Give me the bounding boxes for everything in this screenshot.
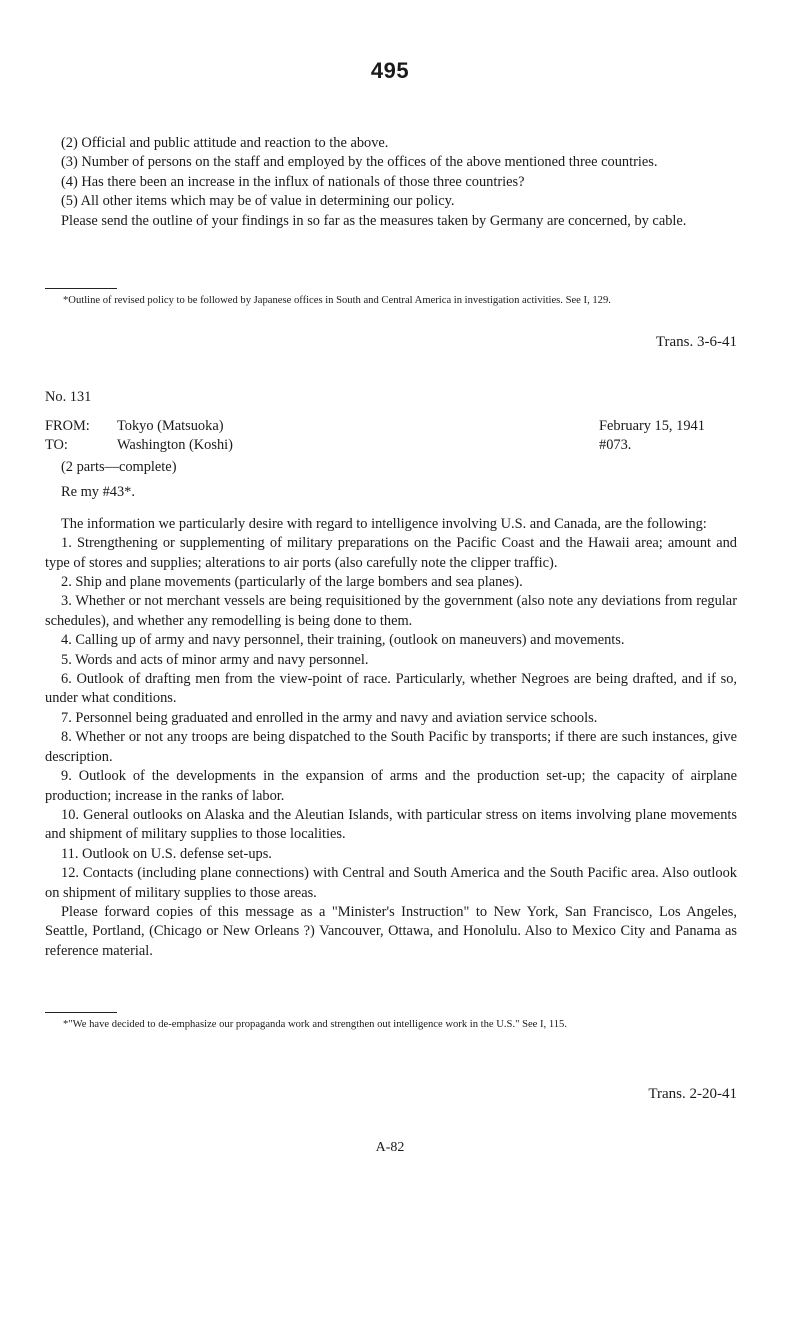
from-row <box>45 417 737 436</box>
msg-item-3: 3. Whether or not merchant vessels are being requisitioned by the government (also note any deviations from regular schedules), and whether any remodelling is being done to them. <box>45 593 737 629</box>
trans-date-2: Trans. 2-20-41 <box>648 1086 737 1102</box>
msg-item-1: 1. Strengthening or supplementing of military preparations on the Pacific Coast and the Hawaii area; amount and type of stores and supplies; alterations to air ports (also carefully note the clipper traffic). <box>45 535 737 571</box>
footnote-rule <box>45 288 117 289</box>
footnote-rule <box>45 1012 117 1013</box>
msg-item-11: 11. Outlook on U.S. defense set-ups. <box>61 845 272 862</box>
msg-item-12: 12. Contacts (including plane connections) with Central and South America and the South Pacific area. Also outlook on shipment of military supplies to those areas. <box>45 865 737 901</box>
message-serial: #073. <box>599 437 632 453</box>
msg-item-7: 7. Personnel being graduated and enrolled in the army and navy and aviation service schools. <box>61 709 598 726</box>
footnote-1-block <box>45 288 737 308</box>
message-131 <box>45 388 737 961</box>
msg-item-9: 9. Outlook of the developments in the expansion of arms and the production set-up; the capacity of airplane production; increase in the ranks of labor. <box>45 768 737 804</box>
footnote-1: *Outline of revised policy to be followed by Japanese offices in South and Central America in investigation activities. See I, 129. <box>63 295 611 306</box>
from-label: FROM: <box>45 418 90 434</box>
reference-line: Re my #43*. <box>61 484 135 501</box>
msg-item-2: 2. Ship and plane movements (particularly of the large bombers and sea planes). <box>61 574 523 591</box>
message-number-row <box>45 388 737 407</box>
msg-item-10: 10. General outlooks on Alaska and the Aleutian Islands, with particular stress on items involving plane movements and shipment of military supplies to those localities. <box>45 806 737 843</box>
item-2: (2) Official and public attitude and reaction to the above. <box>61 135 389 151</box>
page-number: 495 <box>370 58 410 83</box>
msg-item-5: 5. Words and acts of minor army and navy personnel. <box>61 651 369 668</box>
item-4: (4) Has there been an increase in the influx of nationals of those three countries? <box>61 173 525 190</box>
from-value: Tokyo (Matsuoka) <box>117 418 224 434</box>
forwarding-instruction: Please forward copies of this message as a "Minister's Instruction" to New York, San Francisco, Los Angeles, Seattle, Portland, (Chicago or New Orleans ?) Vancouver, Ottawa, and Honolulu. Also to Mexico City and Panama as reference material. <box>45 903 737 959</box>
to-value: Washington (Koshi) <box>117 437 233 453</box>
msg-item-4: 4. Calling up of army and navy personnel, their training, (outlook on maneuvers) and movements. <box>61 632 625 649</box>
msg-item-6: 6. Outlook of drafting men from the view-point of race. Particularly, whether Negroes are being drafted, and if so, under what conditions. <box>45 671 737 707</box>
item-5: (5) All other items which may be of value in determining our policy. <box>61 193 455 210</box>
to-row <box>45 436 737 455</box>
message-intro: The information we particularly desire with regard to intelligence involving U.S. and Canada, are the following: <box>61 515 707 532</box>
message-body <box>45 515 737 961</box>
closing-instruction: Please send the outline of your findings in so far as the measures taken by Germany are concerned, by cable. <box>61 212 687 229</box>
section-1 <box>45 134 737 231</box>
to-label: TO: <box>45 437 68 453</box>
parts-note: (2 parts—complete) <box>61 459 177 475</box>
message-number: No. 131 <box>45 389 92 405</box>
footnote-2-block <box>45 1012 737 1032</box>
message-date: February 15, 1941 <box>599 418 705 434</box>
trans-date-1: Trans. 3-6-41 <box>655 334 737 350</box>
item-3: (3) Number of persons on the staff and employed by the offices of the above mentioned three countries. <box>61 154 658 171</box>
footer-page-id: A-82 <box>375 1140 405 1155</box>
msg-item-8: 8. Whether or not any troops are being dispatched to the South Pacific by transports; if there are such instances, give description. <box>45 729 737 765</box>
footnote-2: *"We have decided to de-emphasize our propaganda work and strengthen out intelligence work in the U.S." See I, 115. <box>63 1019 567 1030</box>
